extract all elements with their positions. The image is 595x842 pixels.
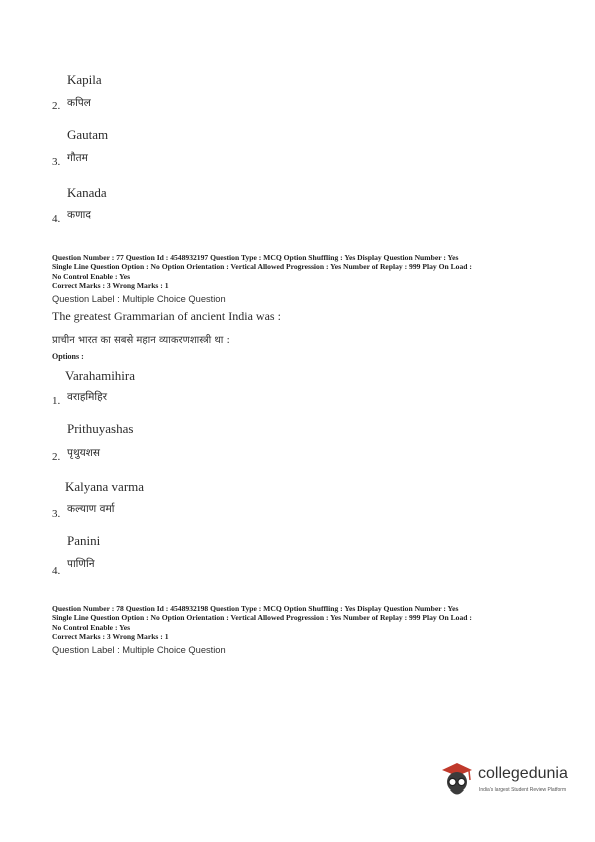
collegedunia-logo (438, 760, 578, 802)
q77-meta-line2: Single Line Question Option : No Option Orientation : Vertical Allowed Progression : Yes Number of Replay : 999 Play On Load : (52, 262, 472, 272)
prev-option-4-number: 4. (52, 213, 61, 225)
prev-option-3-en: Kanada (67, 185, 107, 200)
prev-option-3-number: 3. (52, 156, 61, 168)
logo-wordmark: collegedunia (478, 765, 568, 782)
prev-option-2-hi: गौतम (67, 152, 88, 164)
prev-option-2-number: 2. (52, 100, 61, 112)
q78-meta (52, 604, 552, 642)
q77-question-text-en: The greatest Grammarian of ancient India was : (52, 309, 281, 323)
q77-option-3-hi: कल्याण वर्मा (67, 503, 115, 515)
q77-meta (52, 253, 552, 291)
prev-option-1-en: Kapila (67, 72, 102, 87)
q77-option-1-hi: वराहमिहिर (67, 391, 108, 403)
q78-meta-line3: No Control Enable : Yes (52, 622, 131, 632)
q77-option-1-en: Varahamihira (65, 368, 136, 383)
q77-option-2-en: Prithuyashas (67, 421, 134, 436)
q77-question-label: Question Label : Multiple Choice Question (52, 294, 226, 304)
q77-options-heading: Options : (52, 352, 84, 361)
prev-option-1-hi: कपिल (67, 97, 91, 109)
q78-meta-line1: Question Number : 78 Question Id : 4548932198 Question Type : MCQ Option Shuffling : Yes Display Question Number : Yes (52, 604, 459, 613)
q77-option-4-hi: पाणिनि (67, 558, 95, 570)
q78-question-label: Question Label : Multiple Choice Question (52, 645, 226, 655)
q77-question-text-hi: प्राचीन भारत का सबसे महान व्याकरणशास्त्री था : (52, 335, 230, 346)
q77-option-4-en: Panini (67, 533, 101, 548)
q77-option-3-number: 3. (52, 508, 61, 520)
q77-option-4-number: 4. (52, 565, 61, 577)
q78-marks: Correct Marks : 3 Wrong Marks : 1 (52, 632, 169, 642)
q77-option-2-hi: पृथुयशस (67, 447, 101, 459)
q77-option-3-en: Kalyana varma (65, 479, 145, 494)
prev-option-3-hi: कणाद (67, 209, 91, 221)
prev-option-2-en: Gautam (67, 127, 109, 142)
q77-option-1-number: 1. (52, 395, 61, 407)
logo-tagline: India's largest Student Review Platform (479, 787, 567, 793)
q77-meta-line3: No Control Enable : Yes (52, 271, 131, 281)
q78-meta-line2: Single Line Question Option : No Option Orientation : Vertical Allowed Progression : Yes Number of Replay : 999 Play On Load : (52, 613, 472, 623)
graduate-mascot-icon (438, 760, 476, 800)
q77-marks: Correct Marks : 3 Wrong Marks : 1 (52, 281, 169, 291)
q77-option-2-number: 2. (52, 451, 61, 463)
q77-meta-line1: Question Number : 77 Question Id : 4548932197 Question Type : MCQ Option Shuffling : Yes Display Question Number : Yes (52, 253, 459, 262)
